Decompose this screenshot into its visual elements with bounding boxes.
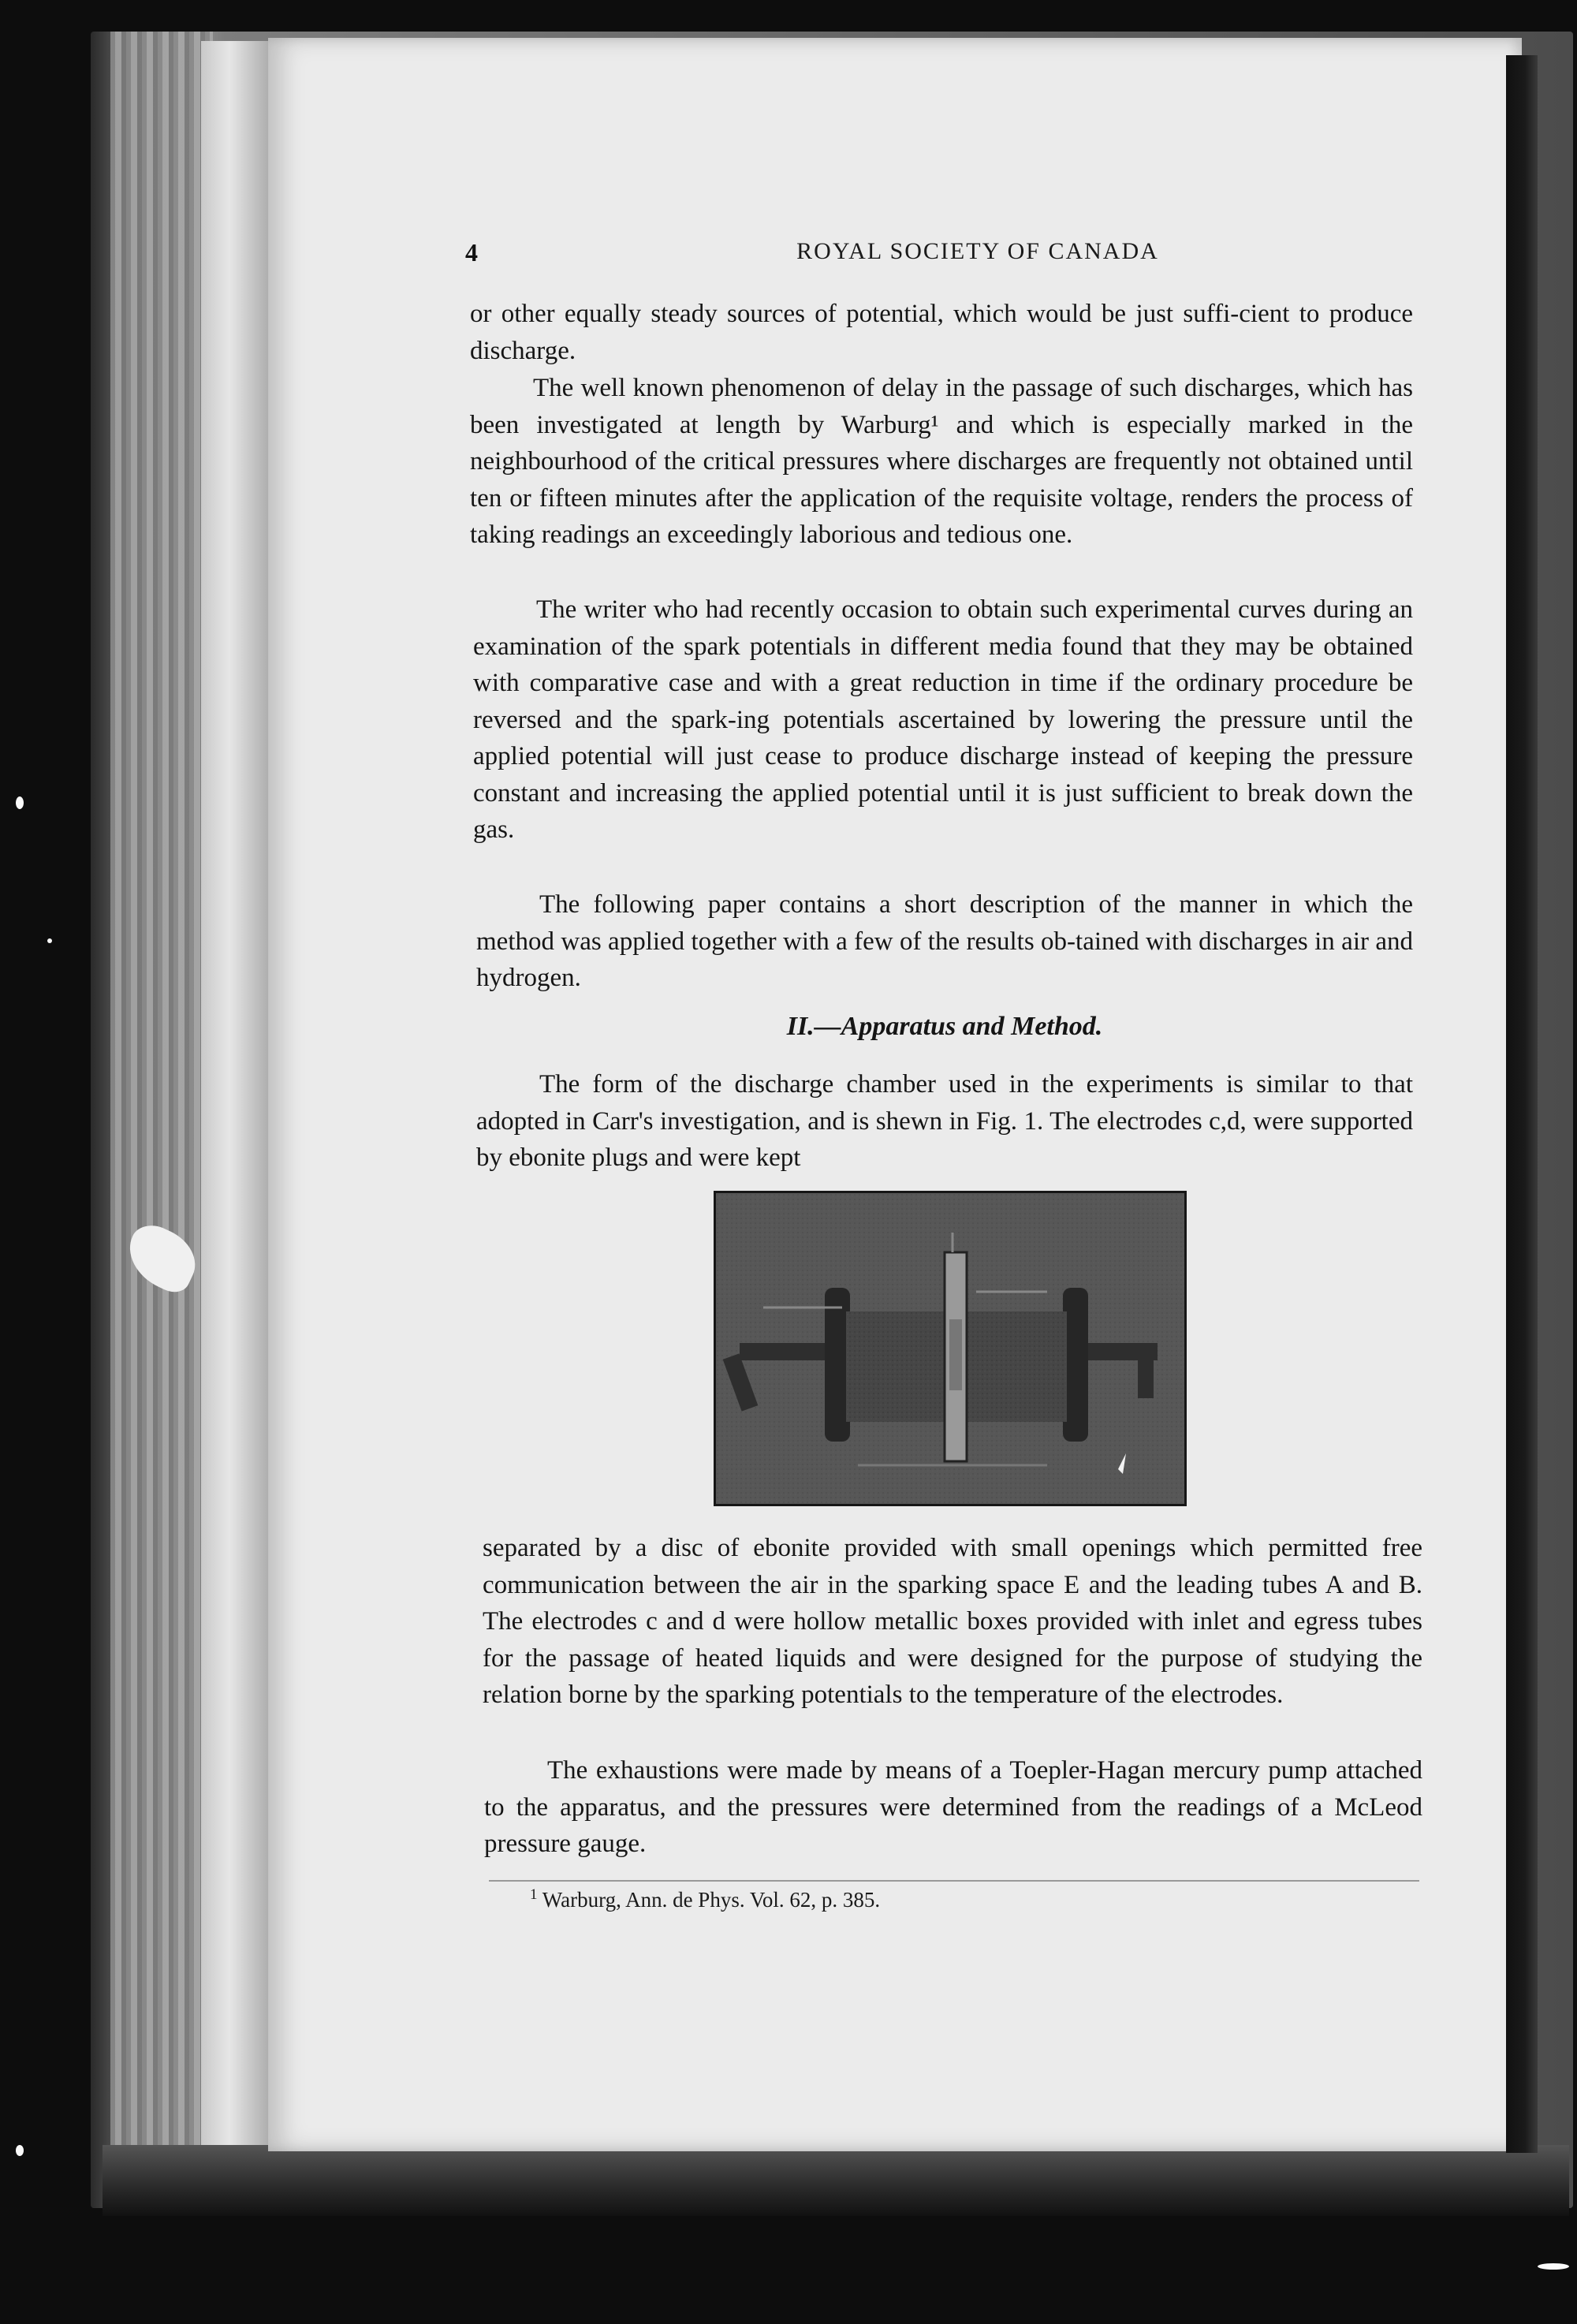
- page-header: [465, 238, 1443, 278]
- book-spine: [110, 32, 213, 2161]
- paragraph-5: The form of the discharge chamber used in the experiments is similar to that adopted in Carr's investigation, and is shewn in Fig. 1. The electrodes c,d, were supported by ebonite plugs and were kept: [476, 1070, 1413, 1172]
- page-number: 4: [465, 238, 478, 267]
- facing-page-edge: [1506, 55, 1538, 2153]
- discharge-chamber-figure: [714, 1191, 1187, 1506]
- paragraph-1: or other equally steady sources of potential, which would be just suffi-cient to produce discharge.: [470, 300, 1413, 365]
- running-head: ROYAL SOCIETY OF CANADA: [796, 238, 1159, 264]
- footnote: [530, 1880, 1397, 1915]
- paragraph-3: The writer who had recently occasion to obtain such experimental curves during an examination of the spark potentials in different media found that they may be obtained with comparative case and with a great reduction in time if the ordinary procedure be reversed and the spark-ing potentials ascertained by lowering the pressure until the applied potential will just cease to produce discharge instead of keeping the pressure constant and increasing the applied potential until it is just sufficient to break down the gas.: [473, 595, 1413, 844]
- paragraph-4: The following paper contains a short description of the manner in which the method was applied together with a few of the results ob-tained with discharges in air and hydrogen.: [476, 890, 1413, 992]
- footnote-text: Warburg, Ann. de Phys. Vol. 62, p. 385.: [542, 1888, 881, 1912]
- section-heading: II.—Apparatus and Method.: [786, 1012, 1103, 1041]
- footnote-mark: 1: [530, 1886, 538, 1903]
- page-gutter: [201, 41, 272, 2154]
- paragraph-2: The well known phenomenon of delay in the passage of such discharges, which has been investigated at length by Warburg¹ and which is especially marked in the neighbourhood of the critical pressures where discharges are frequently not obtained until ten or fifteen minutes after the application of the requisite voltage, renders the process of taking readings an exceedingly laborious and tedious one.: [470, 374, 1413, 549]
- book-bottom-edge: [103, 2145, 1569, 2216]
- discharge-chamber-illustration: [716, 1193, 1184, 1504]
- paragraph-6: separated by a disc of ebonite provided with small openings which permitted free communication between the air in the sparking space E and the leading tubes A and B. The electrodes c and d were hollow metallic boxes provided with inlet and egress tubes for the passage of heated liquids and were designed for the purpose of studying the relation borne by the sparking potentials to the temperature of the electrodes.: [483, 1534, 1422, 1709]
- paragraph-7: The exhaustions were made by means of a Toepler-Hagan mercury pump attached to the apparatus, and the pressures were determined from the readings of a McLeod pressure gauge.: [484, 1756, 1422, 1858]
